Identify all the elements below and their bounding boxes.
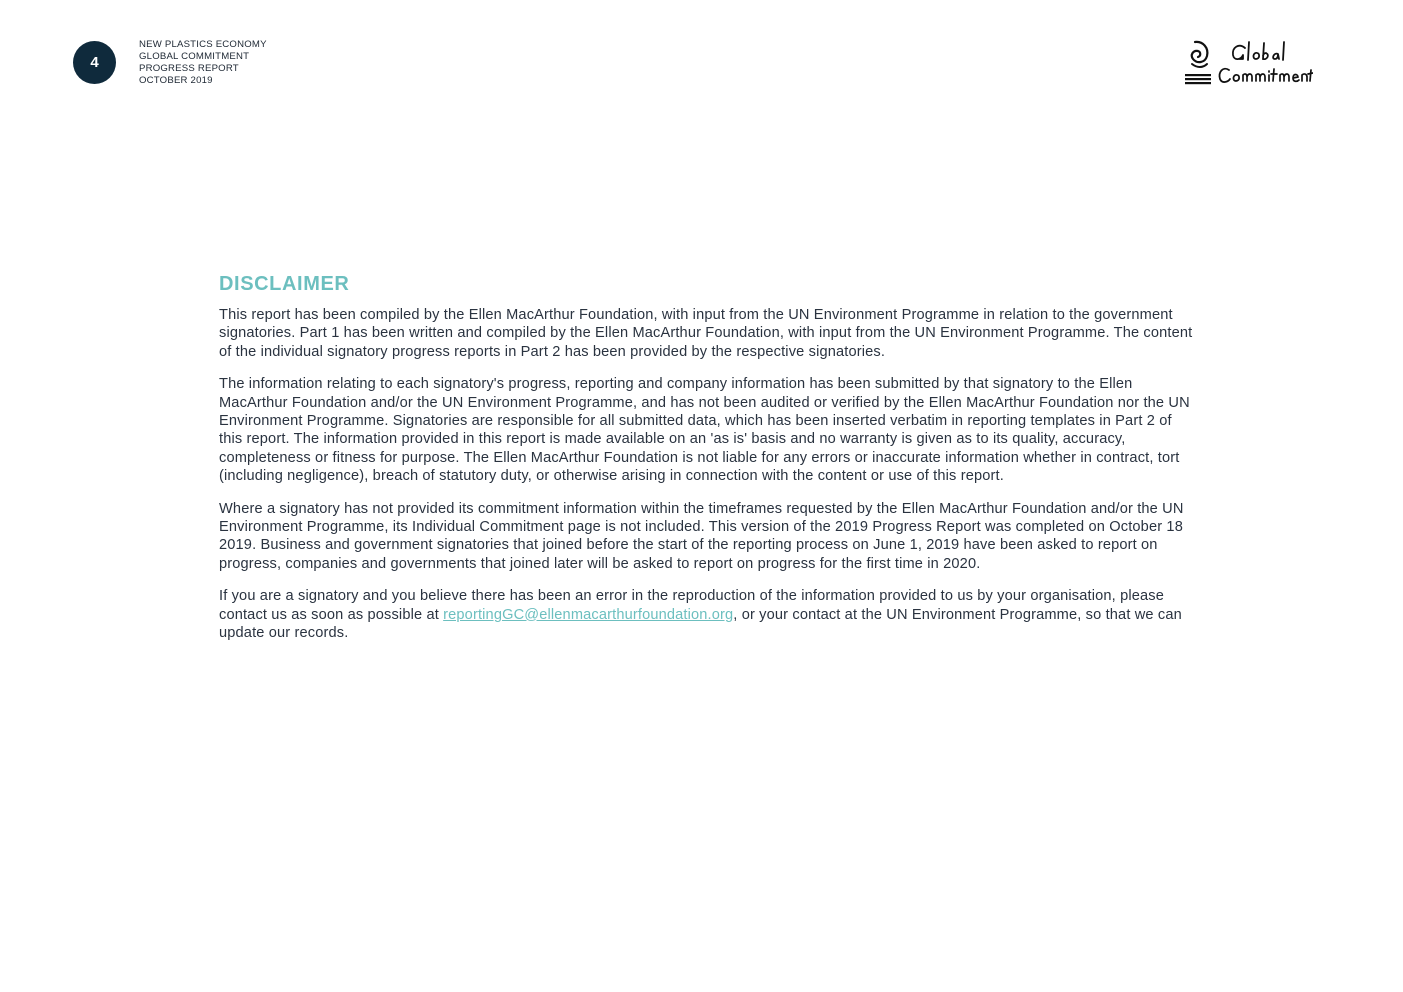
disclaimer-paragraph-liability: The information relating to each signatory's progress, reporting and company information has been submitted by that signatory to the Ellen MacArthur Foundation and/or the UN Environment Programme, and has not been audited or verified by the Ellen MacArthur Foundation nor the UN Environment Programme. Signatories are responsible for all submitted data, which has been inserted verbatim in reporting templates in Part 2 of this report. The information provided in this report is made available on an 'as is' basis and no warranty is given as to its quality, accuracy, completeness or fitness for purpose. The Ellen MacArthur Foundation is not liable for any errors or inaccurate information whether in contract, tort (including negligence), breach of statutory duty, or otherwise arising in connection with the content or use of this report. [219, 376, 1190, 485]
meta-line-commitment: GLOBAL COMMITMENT [139, 51, 250, 62]
page-number-badge: 4 [73, 41, 116, 84]
disclaimer-paragraph-contact [219, 587, 1194, 642]
meta-line-report: PROGRESS REPORT [139, 63, 239, 74]
contact-email-link[interactable]: reportingGC@ellenmacarthurfoundation.org [443, 606, 734, 623]
contact-text-before: If you are a signatory and you believe there has been an error in the reproduction of the information provided to us by your organisation, please contact us as soon as possible at [219, 588, 1164, 623]
document-meta [139, 39, 267, 87]
disclaimer-section [219, 272, 1194, 657]
contact-text-after: , or your contact at the UN Environment Programme, so that we can update our records. [219, 606, 1182, 642]
global-commitment-logo [1183, 38, 1313, 90]
disclaimer-paragraph-compilation: This report has been compiled by the Ellen MacArthur Foundation, with input from the UN Environment Programme in relation to the government signatories. Part 1 has been written and compiled by the Ellen MacArthur Foundation, with input from the UN Environment Programme. The content of the individual signatory progress reports in Part 2 has been provided by the respective signatories. [219, 307, 1193, 360]
ellen-macarthur-foundation-logo-icon [1183, 38, 1313, 90]
meta-line-date: OCTOBER 2019 [139, 75, 213, 86]
disclaimer-title: DISCLAIMER [219, 273, 350, 295]
meta-line-series: NEW PLASTICS ECONOMY [139, 39, 267, 50]
disclaimer-paragraph-timeframes: Where a signatory has not provided its commitment information within the timeframes requested by the Ellen MacArthur Foundation and/or the UN Environment Programme, its Individual Commitment page is not included. This version of the 2019 Progress Report was completed on October 18 2019. Business and government signatories that joined before the start of the reporting process on June 1, 2019 have been asked to report on progress, companies and governments that joined later will be asked to report on progress for the first time in 2020. [219, 500, 1184, 572]
